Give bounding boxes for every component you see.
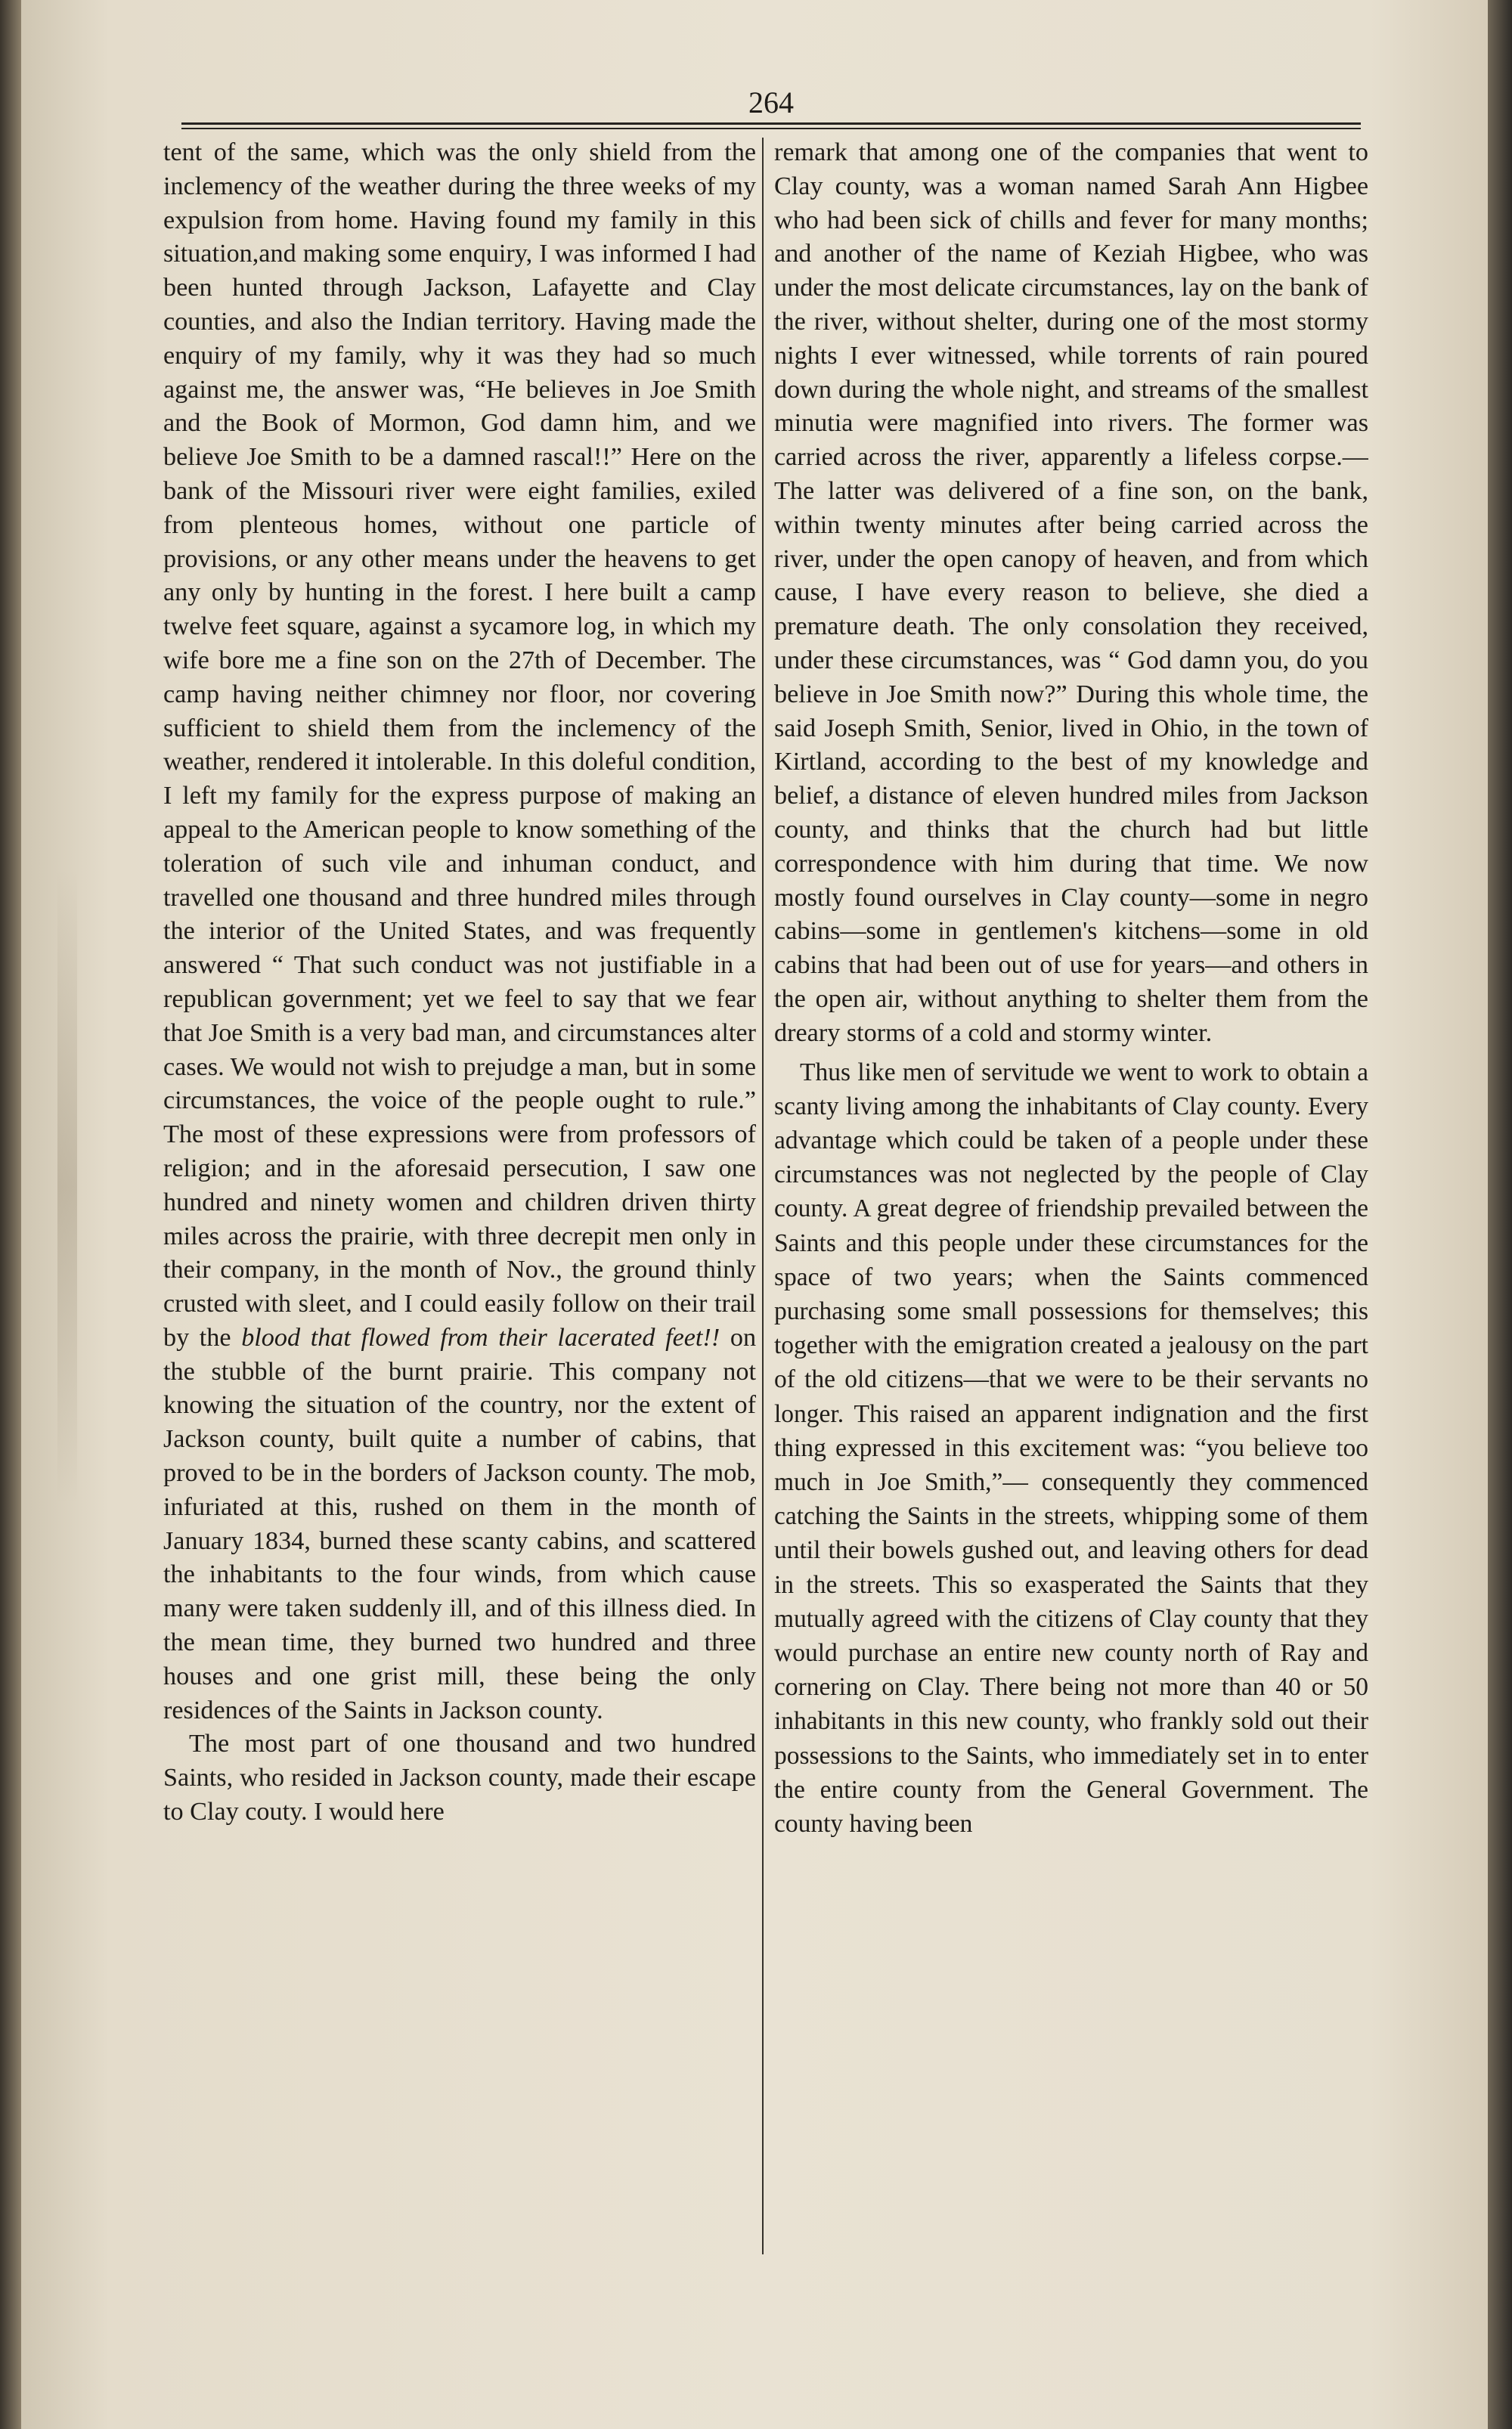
- left-paragraph-2: The most part of one thousand and two hundred Saints, who resided in Jackson county, made their escape to Clay couty. I would here: [163, 1730, 756, 1826]
- page-number: 264: [748, 85, 794, 119]
- left-column: [163, 136, 756, 2276]
- page-stain: [57, 869, 77, 1504]
- column-divider: [762, 138, 764, 2254]
- left-paragraph-1-italic: blood that flowed from their lacerated feet!!: [241, 1323, 720, 1352]
- left-paragraph-1-text: tent of the same, which was the only shield from the inclemency of the weather during the three weeks of my expulsion from home. Having found my family in this situation,and making some enquiry, I was informed I had been hunted through Jackson, Lafayette and Clay counties, and also the Indian territory. Having made the enquiry of my family, why it was they had so much against me, the answer was, “He believes in Joe Smith and the Book of Mormon, God damn him, and we believe Joe Smith to be a damned rascal!!” Here on the bank of the Missouri river were eight families, exiled from plenteous homes, without one particle of provisions, or any other means under the heavens to get any only by hunting in the forest. I here built a camp twelve feet square, against a sycamore log, in which my wife bore me a fine son on the 27th of December. The camp having neither chimney nor floor, nor covering sufficient to shield them from the inclemency of the weather, rendered it intolerable. In this doleful condition, I left my family for the express purpose of making an appeal to the American people to know something of the toleration of such vile and inhuman conduct, and travelled one thousand and three hundred miles through the interior of the United States, and was frequently answered “ That such conduct was not justifiable in a republican government; yet we feel to say that we fear that Joe Smith is a very bad man, and circumstances alter cases. We would not wish to prejudge a man, but in some circumstances, the voice of the people ought to rule.” The most of these expressions were from professors of religion; and in the aforesaid persecution, I saw one hundred and ninety women and children driven thirty miles across the prairie, with three decrepit men only in their company, in the month of Nov., the ground thinly crusted with sleet, and I could easily follow on their trail by the: [163, 138, 756, 1352]
- book-right-edge: [1488, 0, 1512, 2429]
- right-column: [774, 136, 1368, 2276]
- header-rule: [181, 122, 1361, 129]
- right-paragraph-2: Thus like men of servitude we went to work to obtain a scanty living among the inhabitants of Clay county. Every advantage which could be taken of a people under these circumstances was not neglected by the people of Clay county. A great degree of friendship prevailed between the Saints and this people under these circumstances for the space of two years; when the Saints commenced purchasing some small possessions for themselves; this together with the emigration created a jealousy on the part of the old citizens—that we were to be their servants no longer. This raised an apparent indignation and the first thing expressed in this excitement was: “you believe too much in Joe Smith,”— consequently they commenced catching the Saints in the streets, whipping some of them until their bowels gushed out, and leaving others for dead in the streets. This so exasperated the Saints that they mutually agreed with the citizens of Clay county that they would purchase an entire new county north of Ray and cornering on Clay. There being not more than 40 or 50 inhabitants in this new county, who frankly sold out their possessions to the Saints, who immediately set in to enter the entire county from the General Government. The county having been: [774, 1058, 1368, 1838]
- book-binding-edge: [0, 0, 21, 2429]
- right-paragraph-1: remark that among one of the companies that went to Clay county, was a woman named Sarah Ann Higbee who had been sick of chills and fever for many months; and another of the name of Keziah Higbee, who was under the most delicate circumstances, lay on the bank of the river, without shelter, during one of the most stormy nights I ever witnessed, while torrents of rain poured down during the whole night, and streams of the smallest minutia were magnified into rivers. The former was carried across the river, apparently a lifeless corpse.— The latter was delivered of a fine son, on the bank, within twenty minutes after being carried across the river, under the open canopy of heaven, and from which cause, I have every reason to believe, she died a premature death. The only consolation they received, under these circumstances, was “ God damn you, do you believe in Joe Smith now?” During this whole time, the said Joseph Smith, Senior, lived in Ohio, in the town of Kirtland, according to the best of my knowledge and belief, a distance of eleven hundred miles from Jackson county, and thinks that the church had but little correspondence with him during that time. We now mostly found ourselves in Clay county—some in negro cabins—some in gentlemen's kitchens—some in old cabins that had been out of use for years—and others in the open air, without anything to shelter them from the dreary storms of a cold and stormy winter.: [774, 138, 1368, 1047]
- left-paragraph-1-text-cont: on the stubble of the burnt prairie. This company not knowing the situation of the country, nor the extent of Jackson county, built quite a number of cabins, that proved to be in the borders of Jackson county. The mob, infuriated at this, rushed on them in the month of January 1834, burned these scanty cabins, and scattered the inhabitants to the four winds, from which cause many were taken suddenly ill, and of this illness died. In the mean time, they burned two hundred and three houses and one grist mill, these being the only residences of the Saints in Jackson county.: [163, 1323, 756, 1724]
- left-paragraph-1: [163, 136, 756, 1727]
